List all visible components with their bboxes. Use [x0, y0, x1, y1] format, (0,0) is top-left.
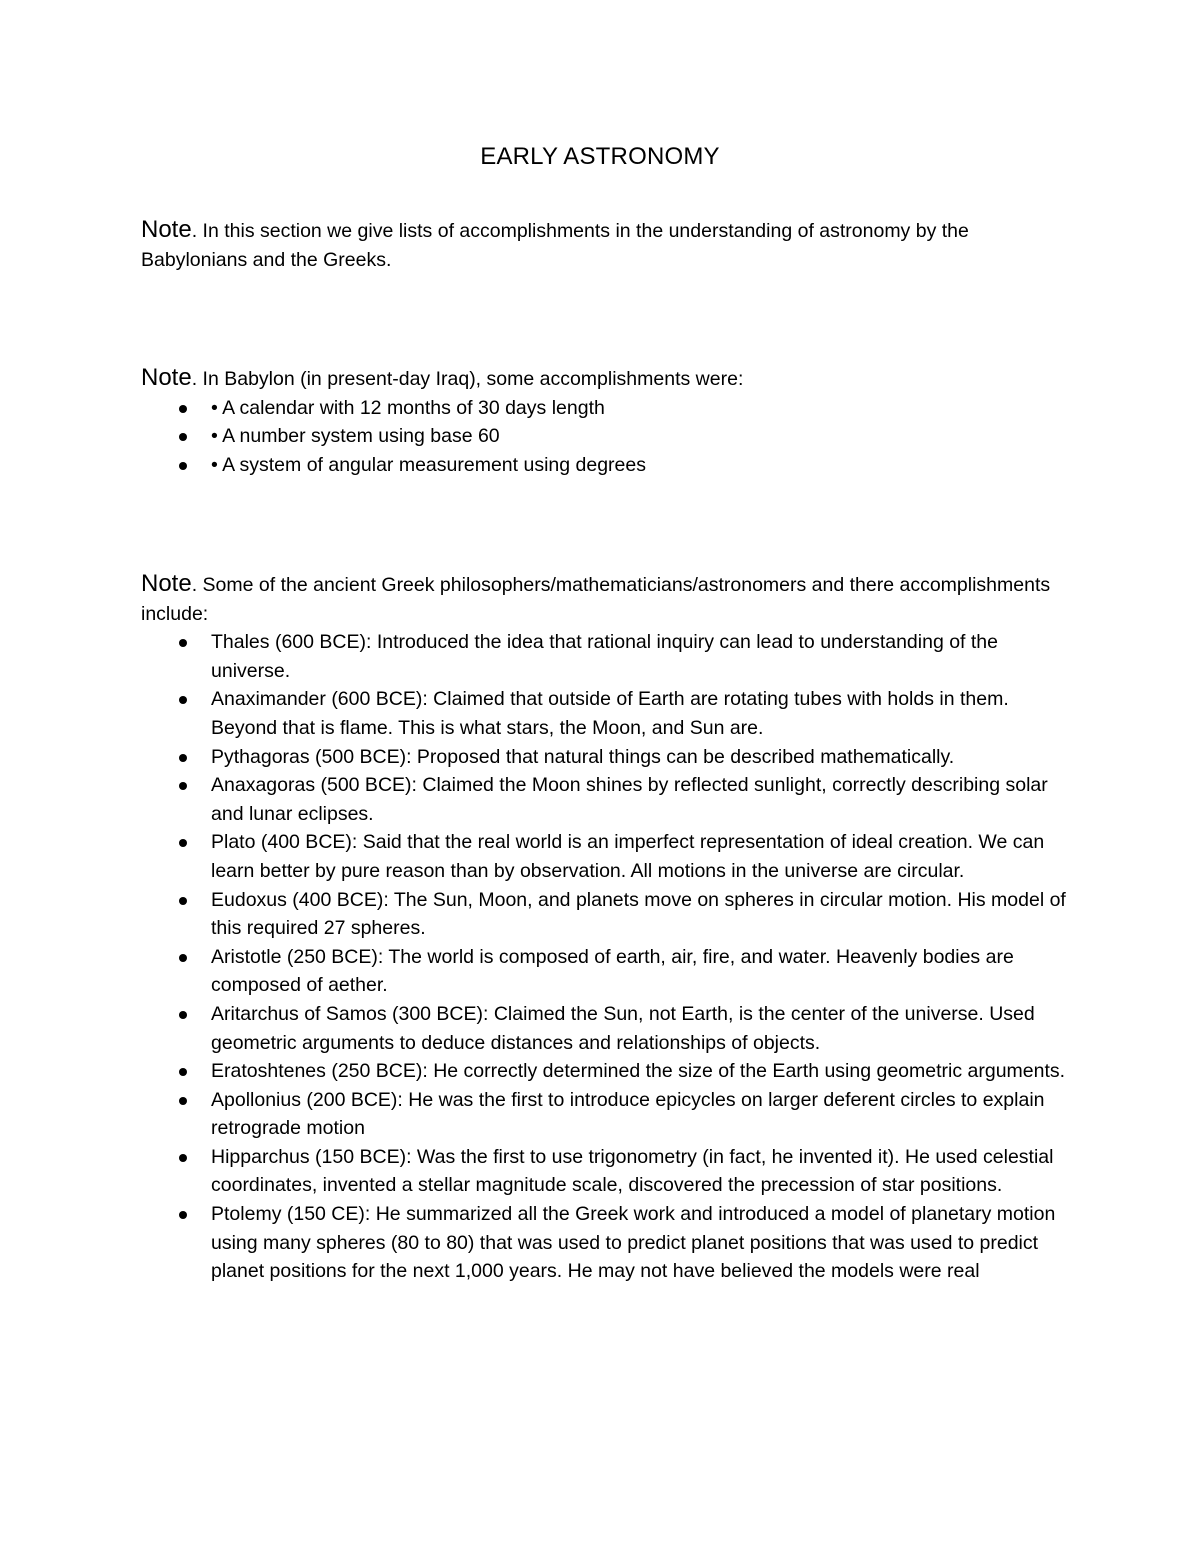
- document-title: EARLY ASTRONOMY: [480, 143, 720, 170]
- bullet-icon: [179, 1068, 187, 1076]
- list-item: [141, 828, 1071, 885]
- bullet-icon: [179, 897, 187, 905]
- list-item: [141, 394, 1071, 423]
- list-item-text: Apollonius (200 BCE): He was the first to introduce epicycles on larger deferent circles to explain retrograde motion: [211, 1088, 1045, 1140]
- list-item: [141, 771, 1071, 828]
- note-text: . In this section we give lists of accomplishments in the understanding of astronomy by the Babylonians and the Greeks.: [141, 220, 969, 271]
- note-text: . Some of the ancient Greek philosophers/mathematicians/astronomers and there accomplishments include:: [141, 574, 1051, 625]
- list-item: [141, 743, 1071, 772]
- bullet-icon: [179, 1154, 187, 1162]
- bullet-icon: [179, 696, 187, 704]
- list-item: [141, 1000, 1071, 1057]
- bullet-icon: [179, 954, 187, 962]
- list-item-text: Aritarchus of Samos (300 BCE): Claimed the Sun, not Earth, is the center of the universe. Used geometric arguments to deduce distances and relationships of objects.: [211, 1002, 1035, 1054]
- bullet-icon: [179, 462, 187, 470]
- list-item: [141, 685, 1071, 742]
- list-item-text: Plato (400 BCE): Said that the real world is an imperfect representation of ideal creation. We can learn better by pure reason than by observation. All motions in the universe are circular.: [211, 831, 1045, 882]
- list-item-text: Anaxagoras (500 BCE): Claimed the Moon shines by reflected sunlight, correctly describing solar and lunar eclipses.: [211, 774, 1048, 825]
- list-item-text: Eratoshtenes (250 BCE): He correctly determined the size of the Earth using geometric arguments.: [211, 1060, 1066, 1083]
- bullet-icon: [179, 639, 187, 647]
- note-greeks: [141, 570, 1071, 1286]
- note-text: . In Babylon (in present-day Iraq), some accomplishments were:: [191, 368, 744, 390]
- list-item: [141, 943, 1071, 1000]
- bullet-icon: [179, 405, 187, 413]
- bullet-icon: [179, 1211, 187, 1219]
- list-item-text: Eudoxus (400 BCE): The Sun, Moon, and planets move on spheres in circular motion. His model of this required 27 spheres.: [211, 888, 1066, 940]
- note-paragraph: [141, 364, 1071, 394]
- note-paragraph: [141, 570, 1071, 628]
- note-label: Note: [141, 364, 192, 391]
- note-paragraph: [141, 216, 1071, 274]
- bullet-icon: [179, 1097, 187, 1105]
- note-babylon: [141, 364, 1071, 479]
- greek-list: [141, 628, 1071, 1286]
- list-item: [141, 1057, 1071, 1086]
- note-label: Note: [141, 570, 192, 597]
- list-item: [141, 628, 1071, 685]
- list-item: [141, 1200, 1071, 1286]
- list-item-text: • A system of angular measurement using degrees: [211, 453, 646, 476]
- list-item-text: Anaximander (600 BCE): Claimed that outside of Earth are rotating tubes with holds in them. Beyond that is flame. This is what stars, the Moon, and Sun are.: [211, 688, 1009, 739]
- bullet-icon: [179, 754, 187, 762]
- bullet-icon: [179, 1011, 187, 1019]
- list-item-text: Hipparchus (150 BCE): Was the first to use trigonometry (in fact, he invented it). He used celestial coordinates, invented a stellar magnitude scale, discovered the precession of star positions.: [211, 1145, 1054, 1197]
- bullet-icon: [179, 839, 187, 847]
- note-label: Note: [141, 216, 192, 243]
- babylon-list: [141, 394, 1071, 480]
- list-item-text: Thales (600 BCE): Introduced the idea that rational inquiry can lead to understanding of the universe.: [211, 631, 998, 682]
- list-item: [141, 451, 1071, 480]
- list-item: [141, 886, 1071, 943]
- list-item: [141, 1086, 1071, 1143]
- note-intro: [141, 216, 1071, 274]
- bullet-icon: [179, 433, 187, 441]
- list-item-text: • A calendar with 12 months of 30 days length: [211, 396, 605, 419]
- list-item-text: • A number system using base 60: [211, 425, 500, 448]
- list-item-text: Pythagoras (500 BCE): Proposed that natural things can be described mathematically.: [211, 745, 955, 768]
- list-item: [141, 422, 1071, 451]
- list-item-text: Aristotle (250 BCE): The world is composed of earth, air, fire, and water. Heavenly bodies are composed of aether.: [211, 945, 1014, 997]
- list-item: [141, 1143, 1071, 1200]
- bullet-icon: [179, 782, 187, 790]
- list-item-text: Ptolemy (150 CE): He summarized all the Greek work and introduced a model of planetary motion using many spheres (80 to 80) that was used to predict planet positions that was used to predict planet positions for the next 1,000 years. He may not have believed the models were real: [211, 1203, 1056, 1283]
